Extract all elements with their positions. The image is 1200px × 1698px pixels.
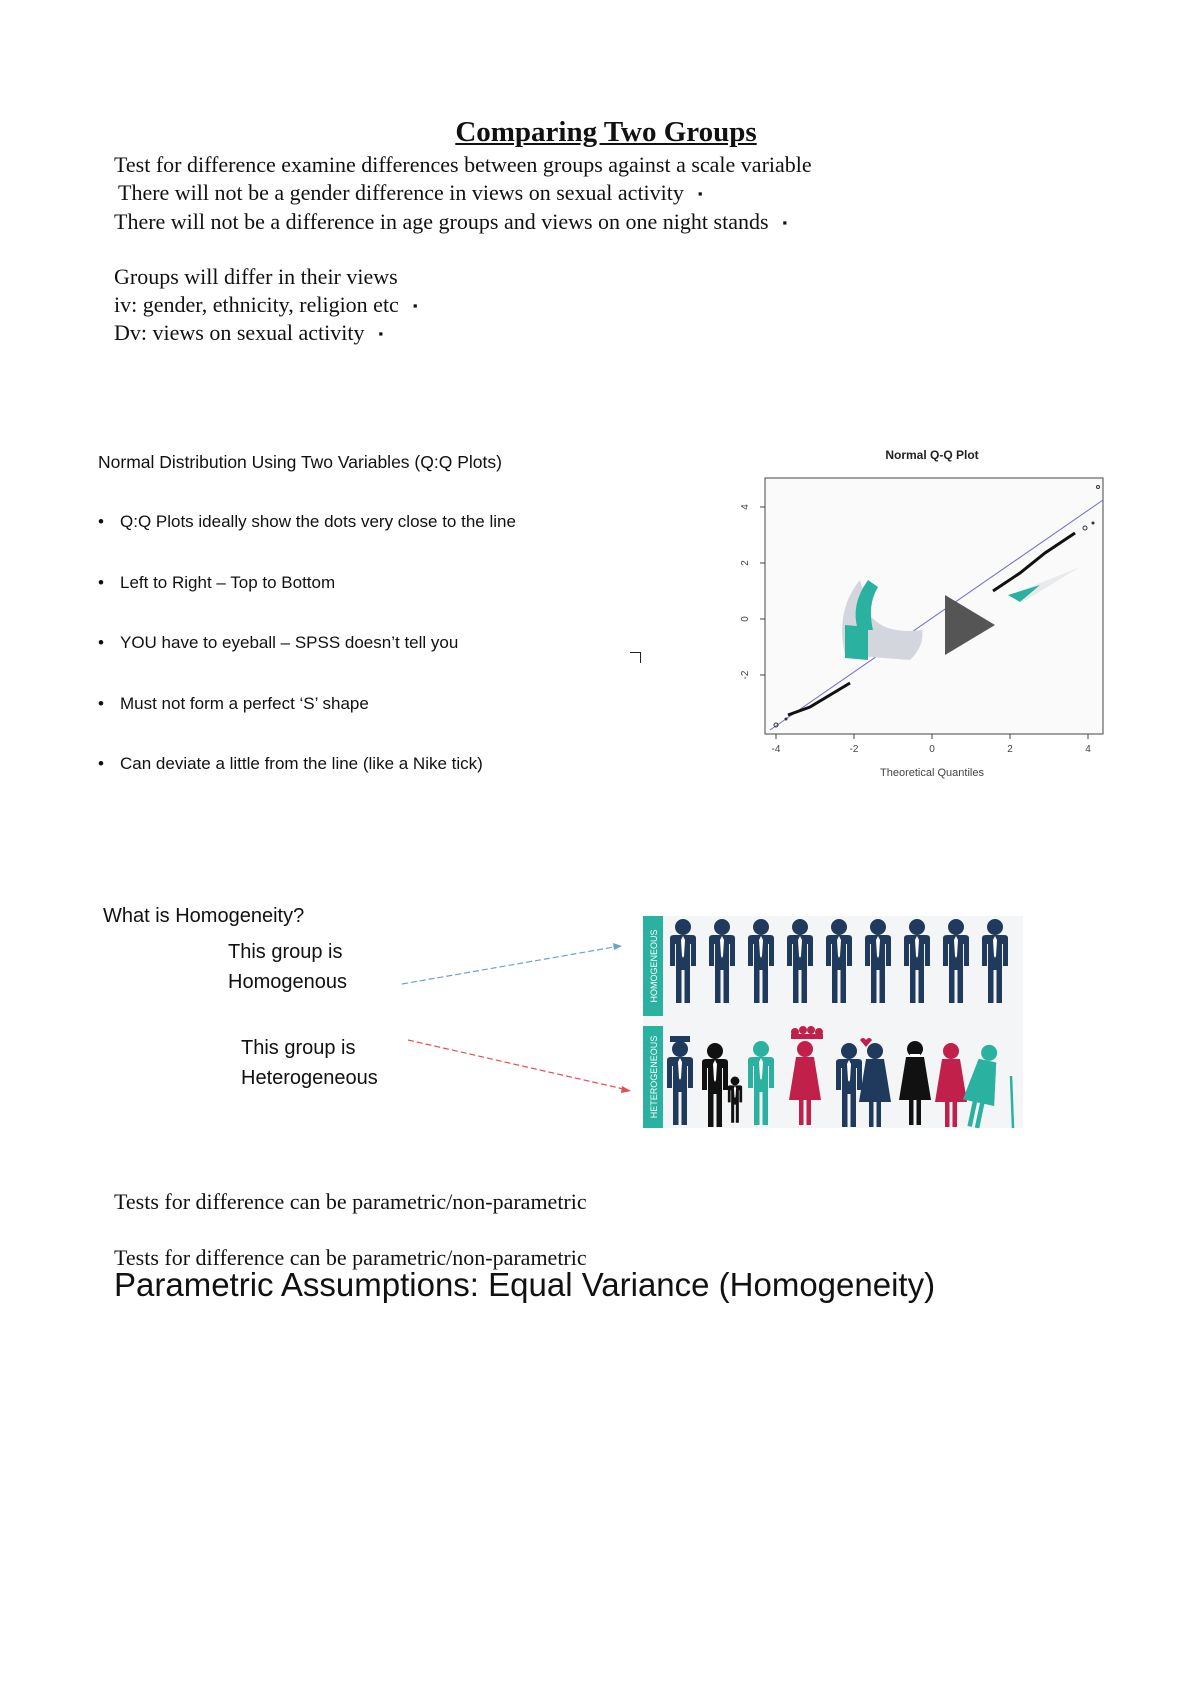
x-tick-label: 2 bbox=[1007, 744, 1013, 755]
parametric-heading: Parametric Assumptions: Equal Variance (Homogeneity) bbox=[114, 1266, 936, 1303]
qq-plot-title: Normal Q-Q Plot bbox=[885, 448, 979, 462]
heterogeneous-side-label: HETEROGENEOUS bbox=[649, 1035, 659, 1119]
qq-bullet: • YOU have to eyeball – SPSS doesn’t tell you bbox=[98, 633, 459, 652]
bullet-marker: ▪ bbox=[697, 186, 703, 201]
police-hat-icon bbox=[670, 1036, 690, 1042]
arrow-head-icon bbox=[613, 943, 622, 950]
hetero-label-line-2: Heterogeneous bbox=[241, 1067, 378, 1089]
bullet-marker: ▪ bbox=[782, 215, 788, 230]
intro-line-3: There will not be a difference in age groups and views on one night stands ▪ bbox=[114, 209, 788, 234]
x-tick-label: 0 bbox=[929, 744, 935, 755]
intro-line-4: Groups will differ in their views bbox=[114, 264, 398, 289]
qq-slide-heading: Normal Distribution Using Two Variables (Q:Q Plots) bbox=[98, 452, 502, 472]
qq-bullet: • Q:Q Plots ideally show the dots very close to the line bbox=[98, 512, 516, 531]
homog-arrow bbox=[402, 946, 620, 984]
tests-line-1: Tests for difference can be parametric/non-parametric bbox=[114, 1189, 587, 1214]
hetero-label-line-1: This group is bbox=[241, 1037, 356, 1059]
homog-label-line-1: This group is bbox=[228, 941, 343, 963]
intro-line-6: Dv: views on sexual activity ▪ bbox=[114, 320, 384, 345]
y-tick-label: -2 bbox=[740, 670, 751, 680]
hetero-arrow bbox=[408, 1040, 628, 1090]
homogeneity-heading: What is Homogeneity? bbox=[103, 905, 305, 927]
homogeneous-side-label: HOMOGENEOUS bbox=[649, 929, 659, 1003]
intro-line-1: Test for difference examine differences between groups against a scale variable bbox=[114, 152, 812, 177]
bullet-marker: ▪ bbox=[412, 298, 418, 313]
qq-bullet: • Can deviate a little from the line (like a Nike tick) bbox=[98, 754, 483, 773]
qq-bullet: • Left to Right – Top to Bottom bbox=[98, 573, 336, 592]
x-axis-label: Theoretical Quantiles bbox=[880, 767, 984, 779]
y-tick-label: 2 bbox=[740, 560, 751, 566]
arrow-head-icon bbox=[621, 1086, 631, 1093]
homog-label-line-2: Homogenous bbox=[228, 971, 347, 993]
bullet-marker: ▪ bbox=[378, 326, 384, 341]
tests-line-2: Tests for difference can be parametric/non-parametric bbox=[114, 1245, 587, 1270]
nun-collar-icon bbox=[910, 1054, 920, 1057]
intro-line-2: There will not be a gender difference in views on sexual activity ▪ bbox=[118, 180, 703, 205]
x-tick-label: -4 bbox=[771, 744, 781, 755]
qq-bullet: • Must not form a perfect ‘S’ shape bbox=[98, 694, 369, 713]
x-tick-label: 4 bbox=[1085, 744, 1091, 755]
y-tick-label: 0 bbox=[740, 616, 751, 622]
page-title: Comparing Two Groups bbox=[455, 116, 757, 148]
x-tick-label: -2 bbox=[849, 744, 859, 755]
intro-line-5: iv: gender, ethnicity, religion etc ▪ bbox=[114, 292, 418, 317]
y-tick-label: 4 bbox=[740, 504, 751, 510]
homogeneity-illustration bbox=[643, 916, 1023, 1128]
